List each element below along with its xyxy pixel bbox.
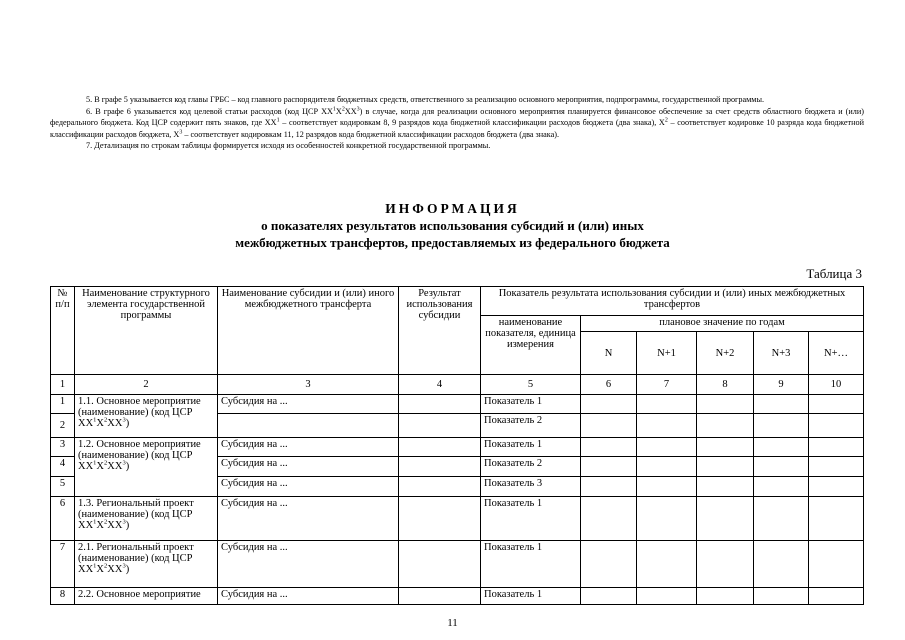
- col-number: 10: [809, 375, 864, 395]
- header-num: № п/п: [51, 287, 75, 375]
- indicator-cell: Показатель 2: [481, 414, 581, 438]
- indicator-cell: Показатель 1: [481, 438, 581, 457]
- row-num: 7: [51, 541, 75, 588]
- col-number: 1: [51, 375, 75, 395]
- col-number: 3: [218, 375, 399, 395]
- row-num: 5: [51, 477, 75, 497]
- element-cell: 1.2. Основное мероприятие (наименование) (код ЦСР $XX^1X^2XX^3$): [75, 438, 218, 497]
- row-num: 6: [51, 497, 75, 541]
- header-indicator-name: наименование показателя, единица измерения: [481, 316, 581, 375]
- row-num: 3: [51, 438, 75, 457]
- result-cell: [399, 588, 481, 605]
- subsidy-cell: Субсидия на ...: [218, 497, 399, 541]
- header-year-n1: N+1: [637, 332, 697, 375]
- row-num: 4: [51, 457, 75, 477]
- subsidy-cell: [218, 414, 399, 438]
- indicator-cell: Показатель 1: [481, 588, 581, 605]
- row-num: 2: [51, 414, 75, 438]
- table-row: [51, 497, 864, 541]
- result-cell: [399, 457, 481, 477]
- table-row: [51, 541, 864, 588]
- header-element: Наименование структурного элемента государственной программы: [75, 287, 218, 375]
- subsidy-cell: Субсидия на ...: [218, 395, 399, 414]
- subsidy-cell: Субсидия на ...: [218, 438, 399, 457]
- table-label: Таблица 3: [806, 266, 862, 281]
- col-number: 4: [399, 375, 481, 395]
- header-year-n3: N+3: [754, 332, 809, 375]
- title-subheading-1: о показателях результатов использования субсидий и (или) иных: [261, 218, 644, 233]
- page-number: 11: [447, 617, 458, 629]
- header-result: Результат использования субсидии: [399, 287, 481, 375]
- col-number: 9: [754, 375, 809, 395]
- header-subsidy: Наименование субсидии и (или) иного межбюджетного трансферта: [218, 287, 399, 375]
- col-number: 5: [481, 375, 581, 395]
- result-cell: [399, 438, 481, 457]
- element-cell: 2.1. Региональный проект (наименование) (код ЦСР $XX^1X^2XX^3$): [75, 541, 218, 588]
- col-number: 2: [75, 375, 218, 395]
- result-cell: [399, 497, 481, 541]
- result-cell: [399, 395, 481, 414]
- subsidy-cell: Субсидия на ...: [218, 457, 399, 477]
- element-cell: 1.1. Основное мероприятие (наименование) (код ЦСР $XX^1X^2XX^3$): [75, 395, 218, 438]
- header-year-n: N: [581, 332, 637, 375]
- document-title: [0, 200, 905, 251]
- col-number: 8: [697, 375, 754, 395]
- subsidy-cell: Субсидия на ...: [218, 541, 399, 588]
- note-6: 6. В графе 6 указывается код целевой статьи расходов (код ЦСР $XX^1X^2XX^3$) в случае, когда для реализации основного мероприятия планируется финансовое обеспечение за счет средств областного бюджета и (или) федерального бюджета. Код ЦСР содержит пять знаков, где $XX^1$ – соответствует кодировкам 8, 9 разрядов кода бюджетной классификации расходов бюджета (два знака), $X^2$ – соответствует кодировке 10 разряда кода бюджетной классификации расходов бюджета, $X^3$ – соответствует кодировкам 11, 12 разрядов кода бюджетной классификации расходов бюджета (два знака).: [50, 105, 864, 139]
- table-row: [51, 438, 864, 457]
- indicator-cell: Показатель 3: [481, 477, 581, 497]
- indicator-cell: Показатель 1: [481, 497, 581, 541]
- note-5: 5. В графе 5 указывается код главы ГРБС – код главного распорядителя бюджетных средств, ответственного за реализацию основного мероприятия, подпрограммы, государственной программы.: [86, 95, 765, 104]
- table-row: [51, 588, 864, 605]
- subsidy-cell: Субсидия на ...: [218, 477, 399, 497]
- col-number: 6: [581, 375, 637, 395]
- header-year-n2: N+2: [697, 332, 754, 375]
- result-cell: [399, 414, 481, 438]
- element-cell: 2.2. Основное мероприятие: [75, 588, 218, 605]
- indicator-cell: Показатель 1: [481, 395, 581, 414]
- column-numbers-row: [51, 375, 864, 395]
- indicator-cell: Показатель 2: [481, 457, 581, 477]
- element-cell: 1.3. Региональный проект (наименование) (код ЦСР $XX^1X^2XX^3$): [75, 497, 218, 541]
- header-indicator-group: Показатель результата использования субсидии и (или) иных межбюджетных трансфертов: [481, 287, 864, 316]
- title-subheading-2: межбюджетных трансфертов, предоставляемых из федерального бюджета: [235, 235, 670, 250]
- indicators-table: [50, 286, 864, 605]
- header-year-nx: N+…: [809, 332, 864, 375]
- instructions-notes: [50, 94, 864, 152]
- row-num: 8: [51, 588, 75, 605]
- title-heading: ИНФОРМАЦИЯ: [385, 201, 520, 216]
- note-7: 7. Детализация по строкам таблицы формируется исходя из особенностей конкретной государственной программы.: [86, 141, 491, 151]
- table-row: [51, 395, 864, 414]
- col-number: 7: [637, 375, 697, 395]
- row-num: 1: [51, 395, 75, 414]
- indicator-cell: Показатель 1: [481, 541, 581, 588]
- result-cell: [399, 541, 481, 588]
- result-cell: [399, 477, 481, 497]
- subsidy-cell: Субсидия на ...: [218, 588, 399, 605]
- header-plan-group: плановое значение по годам: [581, 316, 864, 332]
